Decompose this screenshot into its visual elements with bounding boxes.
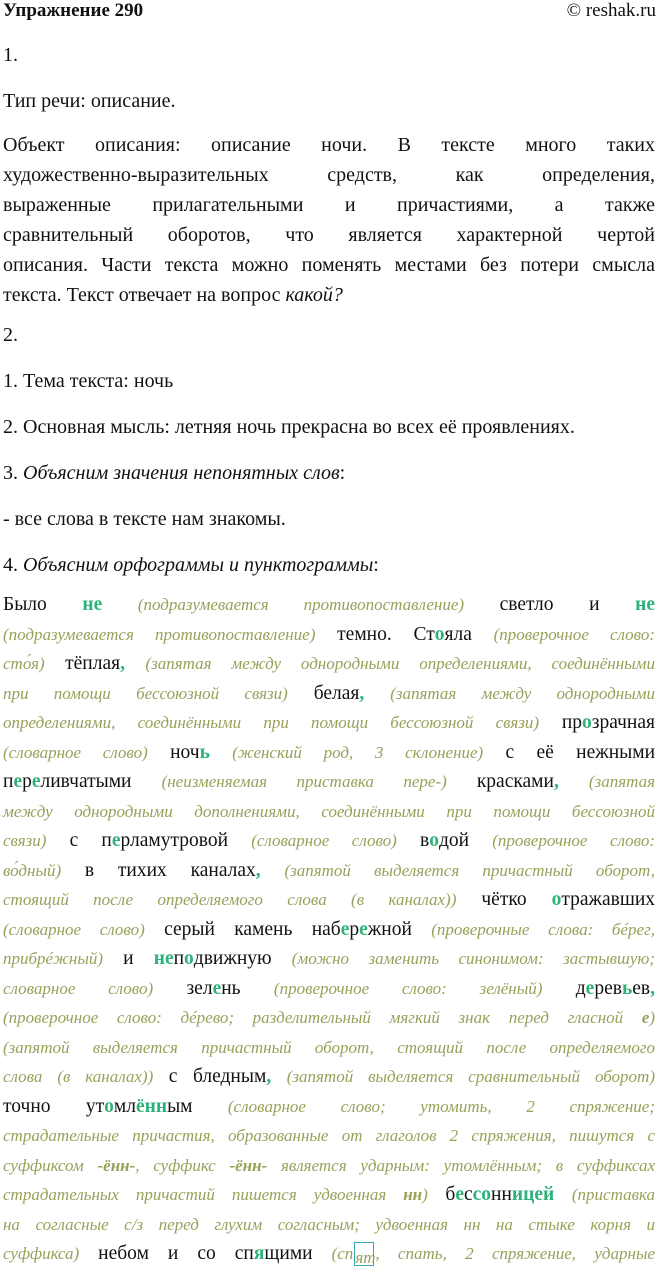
- text-line: [3, 856, 655, 886]
- text-fragment: рламутровой: [120, 830, 252, 851]
- exercise-title: Упражнение 290: [3, 0, 144, 21]
- comment-fragment: (запятая: [588, 772, 655, 791]
- comment-fragment: е: [641, 1008, 650, 1027]
- text-topic: 1. Тема текста: ночь: [3, 370, 174, 392]
- text-fragment: зел: [153, 977, 213, 999]
- text-line: [3, 1180, 655, 1210]
- text-fragment: п: [173, 948, 185, 969]
- text-line: [3, 1033, 655, 1063]
- comment-fragment: -ённ-: [229, 1155, 268, 1175]
- text-line: [3, 708, 655, 738]
- comment-fragment: ): [422, 1185, 428, 1204]
- item-number: 4.: [3, 554, 23, 576]
- highlighted-fragment: ённ: [135, 1095, 168, 1117]
- text-fragment: ым: [167, 1095, 228, 1117]
- comment-fragment: (словарное слово; утомить, 2 спряжение;: [227, 1096, 655, 1116]
- text-line: [3, 1239, 655, 1269]
- comment-fragment: (запятая между однородными определениями, соединёнными: [145, 654, 655, 673]
- item-heading: Объясним значения непонятных слов: [23, 462, 340, 484]
- text-fragment: ливчатыми: [40, 771, 162, 792]
- comment-fragment: определениями, соединёнными при помощи бессоюзной связи): [3, 713, 540, 732]
- highlighted-fragment: не: [82, 594, 103, 615]
- text-line: [3, 620, 655, 650]
- text-fragment: серый камень наб: [144, 918, 341, 940]
- comment-fragment: (проверочное слово:: [493, 624, 655, 644]
- page-header: [0, 0, 659, 26]
- comment-fragment: (сп: [331, 1244, 354, 1263]
- text-fragment: д: [542, 977, 586, 999]
- text-fragment: светло и: [464, 594, 636, 615]
- comment-fragment: (словарное слово): [3, 919, 145, 939]
- comment-fragment: -ённ-: [97, 1155, 136, 1175]
- text-fragment: рев: [594, 977, 622, 999]
- text-fragment: с: [463, 1184, 473, 1205]
- highlighted-fragment: ,: [553, 771, 559, 792]
- text-fragment: нн: [491, 1184, 512, 1205]
- comment-fragment: (можно заменить синонимом: застывшую;: [291, 949, 656, 968]
- comment-fragment: между однородными дополнениями, соединёнными при помощи бессоюзной: [3, 801, 655, 821]
- comment-fragment: страдательные причастия, образованные от глаголов 2 спряжения, пишутся с: [3, 1126, 655, 1145]
- text-fragment: [210, 742, 232, 763]
- comment-fragment: стоящий после определяемого слова (в каналах)): [3, 890, 457, 909]
- highlighted-fragment: е: [111, 830, 121, 851]
- text-fragment: красками: [446, 771, 554, 792]
- text-line: [3, 649, 655, 679]
- highlighted-fragment: е: [359, 918, 368, 940]
- ortho-heading: [3, 554, 379, 577]
- text-line: [3, 1003, 655, 1033]
- text-fragment: [559, 771, 589, 792]
- text-fragment: движную: [193, 948, 292, 969]
- text-fragment: мл: [113, 1095, 136, 1117]
- highlighted-fragment: о: [434, 623, 445, 645]
- text-fragment: темно. Ст: [315, 623, 435, 645]
- paragraph-line: Объект описания: описание ночи. В тексте много таких: [3, 134, 655, 156]
- highlighted-fragment: о: [429, 830, 439, 851]
- words-answer: - все слова в тексте нам знакомы.: [3, 508, 286, 530]
- speech-type: Тип речи: описание.: [3, 90, 176, 112]
- highlighted-fragment: ь: [621, 977, 633, 999]
- text-fragment: р: [22, 771, 32, 792]
- comment-fragment: суффикса): [3, 1244, 80, 1263]
- comment-fragment: слова (в каналах)): [3, 1067, 154, 1086]
- highlighted-fragment: о: [104, 1095, 114, 1117]
- highlighted-fragment: о: [582, 712, 592, 733]
- comment-fragment: (подразумевается противопоставление): [137, 595, 465, 614]
- highlighted-fragment: е: [340, 918, 350, 940]
- highlighted-fragment: ,: [266, 1066, 272, 1087]
- text-fragment: чётко: [456, 889, 552, 910]
- text-fragment: в тихих каналах: [61, 859, 256, 881]
- text-fragment: тражавших: [561, 889, 656, 910]
- text-line: [3, 944, 655, 974]
- comment-fragment: суффиксом: [3, 1155, 98, 1175]
- comment-fragment: (проверочное слово:: [492, 831, 656, 850]
- comment-fragment: словарное слово): [3, 978, 154, 998]
- text-fragment: небом и со сп: [79, 1243, 254, 1264]
- highlighted-fragment: со: [472, 1184, 492, 1205]
- description-paragraph: [3, 130, 655, 310]
- comment-fragment: является ударным: утомлённым; в суффиксах: [267, 1155, 655, 1175]
- highlighted-fragment: е: [455, 1184, 464, 1205]
- text-fragment: [364, 683, 390, 704]
- text-line: [3, 590, 655, 620]
- main-idea: 2. Основная мысль: летняя ночь прекрасна во всех её проявлениях.: [3, 416, 575, 438]
- words-heading: [3, 462, 345, 485]
- comment-fragment: нн: [403, 1185, 423, 1204]
- question-word: какой?: [285, 284, 343, 306]
- text-fragment: [102, 594, 138, 615]
- highlighted-fragment: о: [184, 948, 194, 969]
- text-fragment: с её нежными: [483, 741, 656, 763]
- comment-fragment: (запятая между однородными: [390, 683, 655, 703]
- text-line: [3, 1151, 655, 1181]
- section-1-number: 1.: [3, 44, 18, 66]
- text-fragment: в: [396, 830, 430, 851]
- highlighted-fragment: ,: [650, 977, 656, 999]
- comment-fragment: (запятой выделяется сравнительный оборот): [286, 1067, 655, 1086]
- comment-fragment: страдательных причастий пишется удвоенная: [3, 1185, 404, 1204]
- comment-fragment: (подразумевается противопоставление): [3, 624, 316, 644]
- comment-fragment: (проверочные слова: бéрег,: [431, 919, 655, 939]
- comment-fragment: связи): [3, 831, 47, 850]
- comment-fragment: (запятой выделяется причастный оборот,: [284, 860, 655, 880]
- highlighted-fragment: е: [212, 977, 222, 999]
- text-fragment: с п: [46, 830, 112, 851]
- comment-fragment: при помощи бессоюзной связи): [3, 683, 288, 703]
- highlighted-fragment: я: [253, 1243, 265, 1264]
- text-fragment: зрачная: [591, 712, 655, 733]
- text-line: [3, 797, 655, 827]
- item-heading: Объясним орфограммы и пунктограммы: [23, 554, 374, 576]
- highlighted-fragment: не: [153, 948, 174, 969]
- text-fragment: [261, 860, 285, 881]
- comment-fragment: во́дный): [3, 860, 62, 880]
- text-fragment: Было: [3, 594, 83, 615]
- text-fragment: б: [427, 1184, 456, 1205]
- text-fragment: тёплая: [44, 653, 121, 674]
- highlighted-fragment: е: [31, 771, 41, 792]
- paragraph-line: описания. Части текста можно поменять местами без потери смысла: [3, 254, 655, 276]
- comment-fragment: (приставка: [571, 1185, 655, 1204]
- paragraph-line: сравнительный оборотов, что является характерной чертой: [3, 224, 655, 246]
- text-fragment: щими: [264, 1243, 332, 1264]
- annotated-text: [3, 590, 655, 1269]
- text-fragment: ев: [632, 977, 651, 999]
- text-fragment: р: [349, 918, 360, 940]
- text-fragment: нь: [221, 977, 274, 999]
- text-fragment: жной: [367, 918, 432, 940]
- colon: :: [339, 462, 346, 484]
- paragraph-text: текста. Текст отвечает на вопрос: [3, 284, 286, 306]
- comment-fragment: прибрéжный): [3, 949, 104, 968]
- highlighted-fragment: о: [551, 889, 562, 910]
- text-line: [3, 679, 655, 709]
- highlighted-fragment: ,: [255, 859, 261, 881]
- text-line: [3, 885, 655, 915]
- text-fragment: дой: [438, 830, 493, 851]
- comment-fragment: (словарное слово): [3, 742, 148, 762]
- text-fragment: с бледным: [153, 1066, 267, 1087]
- text-line: [3, 1062, 655, 1092]
- item-number: 3.: [3, 462, 23, 484]
- section-2-number: 2.: [3, 324, 18, 346]
- text-fragment: белая: [287, 682, 360, 704]
- highlighted-fragment: е: [13, 771, 23, 792]
- text-fragment: [271, 1066, 287, 1087]
- text-line: [3, 826, 655, 856]
- text-fragment: и: [103, 948, 154, 969]
- highlighted-fragment: ,: [120, 653, 125, 674]
- text-line: [3, 915, 655, 945]
- text-line: [3, 974, 655, 1004]
- highlight-box: ят: [354, 1242, 374, 1266]
- text-fragment: пр: [539, 712, 583, 733]
- text-fragment: ноч: [147, 741, 200, 763]
- comment-fragment: (неизменяемая приставка пере-): [161, 772, 447, 791]
- highlighted-fragment: е: [585, 977, 595, 999]
- highlighted-fragment: ь: [199, 741, 210, 763]
- highlighted-fragment: не: [635, 594, 656, 615]
- text-fragment: [125, 653, 145, 674]
- comment-fragment: на согласные с/з перед глухим согласным; удвоенная нн на стыке корня и: [3, 1214, 655, 1234]
- text-fragment: яла: [444, 623, 494, 645]
- text-line: [3, 1210, 655, 1240]
- text-line: [3, 1092, 655, 1122]
- paragraph-line: выраженные прилагательными и причастиями, а также: [3, 194, 655, 216]
- comment-fragment: ): [649, 1008, 655, 1027]
- comment-fragment: (словарное слово): [251, 831, 397, 850]
- colon: :: [373, 554, 379, 576]
- comment-fragment: , спать, 2 спряжение, ударные: [375, 1244, 655, 1263]
- site-watermark: © reshak.ru: [566, 0, 656, 21]
- paragraph-line: художественно-выразительных средств, как определения,: [3, 164, 655, 186]
- highlighted-fragment: ицей: [511, 1184, 572, 1205]
- text-fragment: точно ут: [3, 1095, 105, 1117]
- text-line: [3, 1121, 655, 1151]
- comment-fragment: (проверочное слово: дéрево; разделительный мягкий знак перед гласной: [3, 1008, 642, 1027]
- highlighted-fragment: ,: [359, 682, 365, 704]
- comment-fragment: (проверочное слово: зелёный): [273, 978, 543, 998]
- text-line: [3, 767, 655, 797]
- comment-fragment: , суффикс: [135, 1155, 230, 1175]
- text-line: [3, 738, 655, 768]
- comment-fragment: (женский род, 3 склонение): [232, 742, 484, 762]
- comment-fragment: (запятой выделяется причастный оборот, стоящий после определяемого: [3, 1037, 655, 1057]
- text-fragment: п: [3, 771, 14, 792]
- paragraph-line: [3, 280, 655, 310]
- comment-fragment: сто́я): [3, 654, 45, 673]
